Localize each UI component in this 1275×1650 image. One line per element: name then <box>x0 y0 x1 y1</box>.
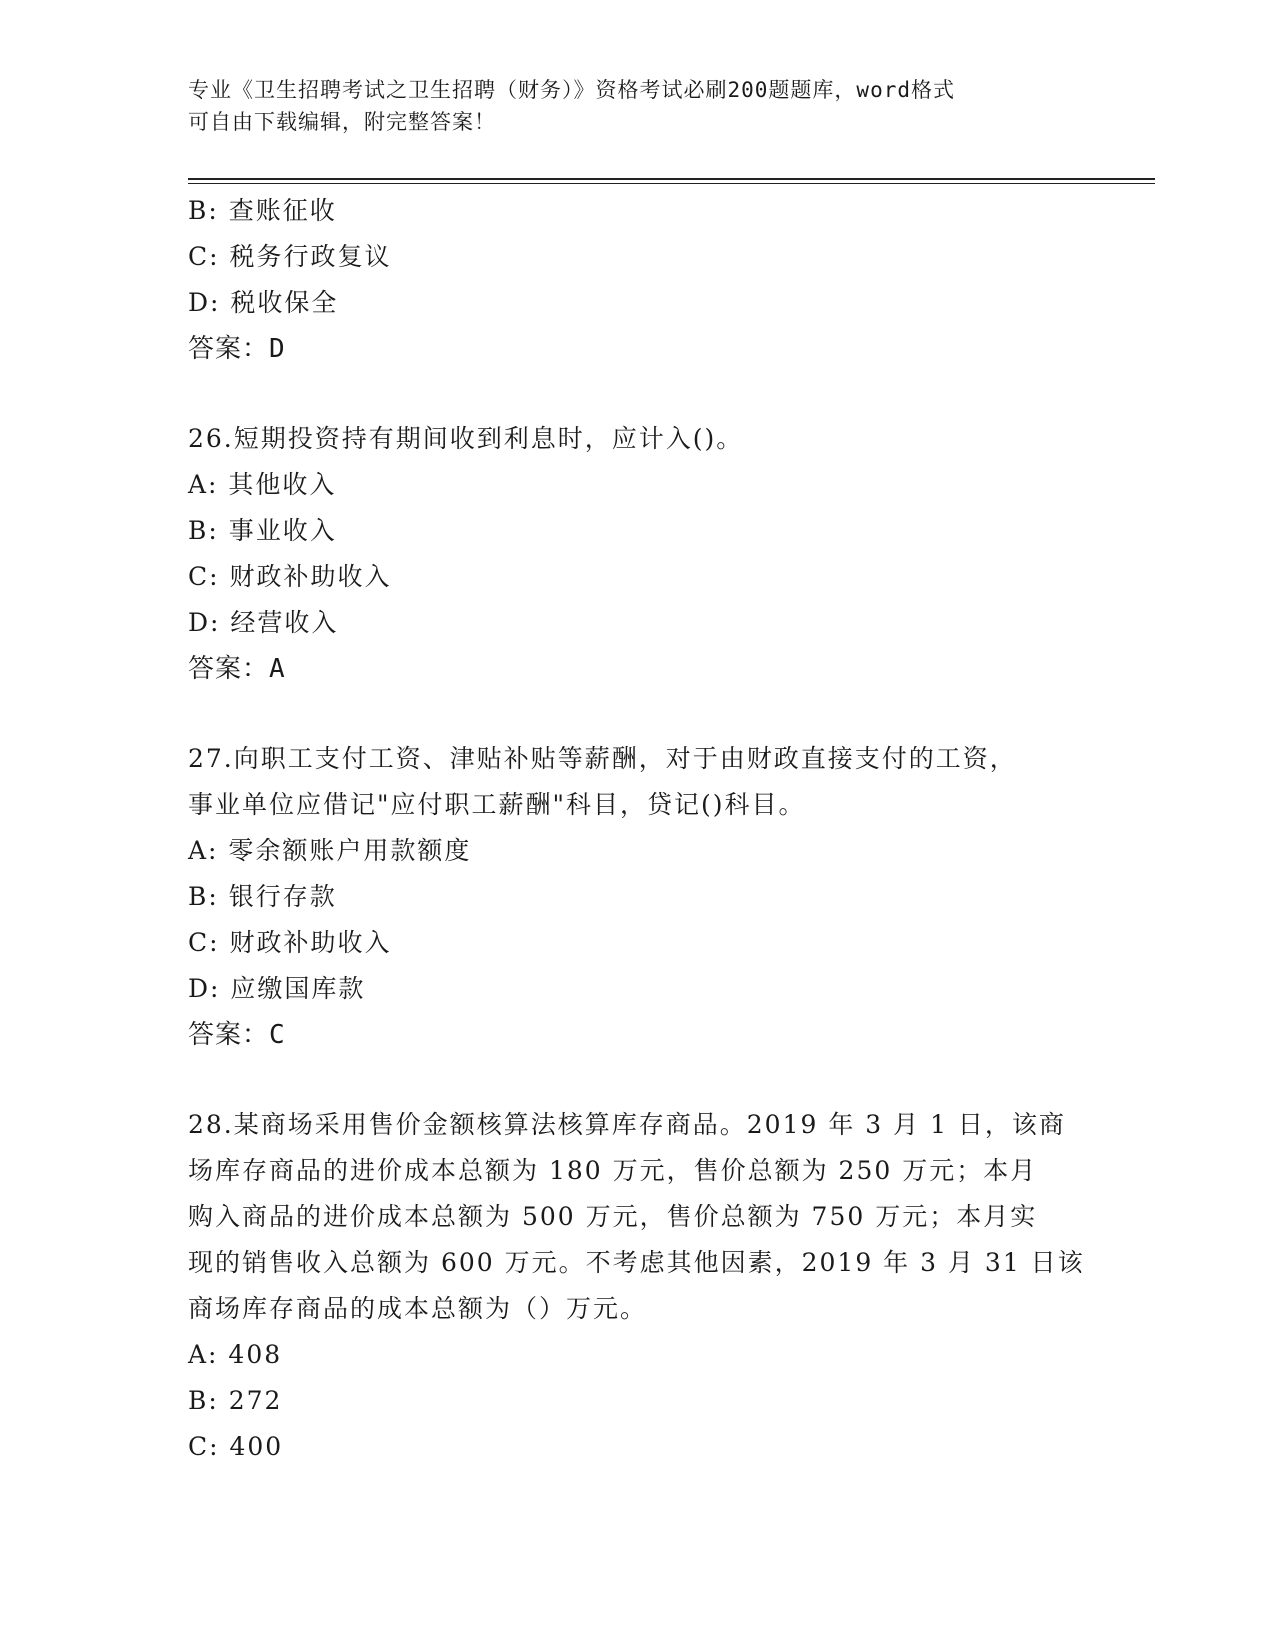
question-list <box>188 188 1088 1470</box>
answer: 答案：C <box>188 1020 286 1050</box>
option-a: A: 其他收入 <box>188 470 337 499</box>
answer: 答案：A <box>188 654 286 684</box>
question-stem: 26.短期投资持有期间收到利息时，应计入()。 <box>188 424 744 453</box>
question-stem: 27.向职工支付工资、津贴补贴等薪酬，对于由财政直接支付的工资， <box>188 744 1017 773</box>
question-stem: 28.某商场采用售价金额核算法核算库存商品。2019 年 3 月 1 日，该商 <box>188 1110 1066 1139</box>
option-d: D: 税收保全 <box>188 288 339 317</box>
header-line-2: 可自由下载编辑，附完整答案！ <box>188 110 496 134</box>
question-28 <box>188 1102 1088 1470</box>
header-rule-thick <box>188 178 1155 180</box>
option-b: B: 银行存款 <box>188 882 337 911</box>
question-stem: 场库存商品的进价成本总额为 180 万元，售价总额为 250 万元；本月 <box>188 1156 1038 1185</box>
option-a: A: 408 <box>188 1340 283 1369</box>
option-c: C: 税务行政复议 <box>188 242 392 271</box>
header-rule-thin <box>188 183 1155 184</box>
question-26 <box>188 416 1088 692</box>
option-d: D: 应缴国库款 <box>188 974 366 1003</box>
option-b: B: 272 <box>188 1386 283 1415</box>
option-c: C: 财政补助收入 <box>188 928 392 957</box>
option-d: D: 经营收入 <box>188 608 339 637</box>
question-25 <box>188 188 1088 372</box>
option-c: C: 400 <box>188 1432 284 1461</box>
option-b: B: 事业收入 <box>188 516 337 545</box>
question-stem: 商场库存商品的成本总额为（）万元。 <box>188 1294 648 1323</box>
document-header <box>188 74 1068 138</box>
answer: 答案：D <box>188 334 286 364</box>
question-stem: 事业单位应借记"应付职工薪酬"科目，贷记()科目。 <box>188 790 806 819</box>
question-stem: 现的销售收入总额为 600 万元。不考虑其他因素，2019 年 3 月 31 日该 <box>188 1248 1085 1277</box>
option-a: A: 零余额账户用款额度 <box>188 836 472 865</box>
option-c: C: 财政补助收入 <box>188 562 392 591</box>
question-27 <box>188 736 1088 1058</box>
header-line-1: 专业《卫生招聘考试之卫生招聘（财务）》资格考试必刷200题题库，word格式 <box>188 78 955 102</box>
question-stem: 购入商品的进价成本总额为 500 万元，售价总额为 750 万元；本月实 <box>188 1202 1038 1231</box>
option-b: B: 查账征收 <box>188 196 337 225</box>
